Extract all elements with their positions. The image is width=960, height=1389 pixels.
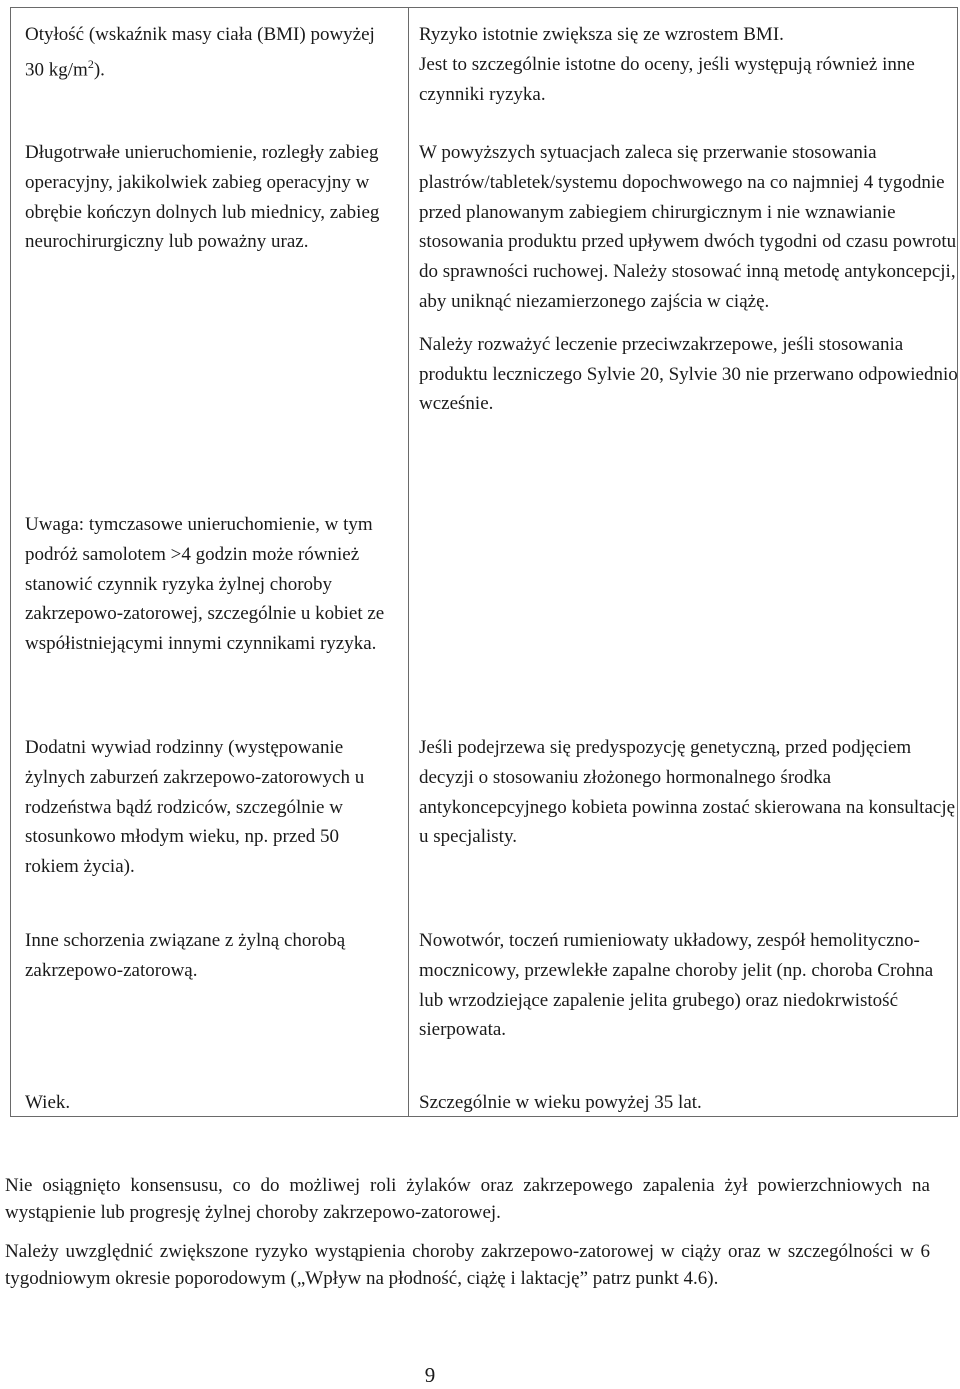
paragraph-varicose [5,1172,930,1226]
cell-immobilization [25,138,395,257]
obesity-text [25,20,395,85]
paragraph-varicose-text: Nie osiągnięto konsensusu, co do możliwej roli żylaków oraz zakrzepowego zapalenia żył powierzchniowych na wystąpienie lub progresję żylnej choroby zakrzepowo-zatorowej. [5,1175,930,1223]
cell-family-history [25,733,395,882]
family-history-comment: Jeśli podejrzewa się predyspozycję genetyczną, przed podjęciem decyzji o stosowaniu złożonego hormonalnego środka antykoncepcyjnego kobieta powinna zostać skierowana na konsultację u specjalisty. [419,737,956,848]
cell-obesity [25,20,395,85]
age-comment: Szczególnie w wieku powyżej 35 lat. [419,1092,702,1113]
family-history-text: Dodatni wywiad rodzinny (występowanie żylnych zaburzeń zakrzepowo-zatorowych u rodzeństwa bądź rodziców, szczególnie w stosunkowo młodym wieku, np. przed 50 rokiem życia). [25,737,365,878]
cell-note [25,510,395,659]
paragraph-pregnancy [5,1238,930,1292]
note-text: Uwaga: tymczasowe unieruchomienie, w tym podróż samolotem >4 godzin może również stanowić czynnik ryzyka żylnej choroby zakrzepowo-zatorowej, szczególnie u kobiet ze współistniejącymi innymi czynnikami ryzyka. [25,514,385,655]
immobilization-comment-2: Należy rozważyć leczenie przeciwzakrzepowe, jeśli stosowania produktu leczniczego Sylvie 20, Sylvie 30 nie przerwano odpowiednio wcześnie. [419,333,958,415]
immobilization-text: Długotrwałe unieruchomienie, rozległy zabieg operacyjny, jakikolwiek zabieg operacyjny w obrębie kończyn dolnych lub miednicy, zabieg neurochirurgiczny lub poważny uraz. [25,142,380,253]
cell-family-history-comment [419,733,959,852]
cell-other-conditions-comment [419,926,959,1045]
immobilization-comment-1: W powyższych sytuacjach zaleca się przerwanie stosowania plastrów/tabletek/systemu dopochwowego na co najmniej 4 tygodnie przed planowanym zabiegiem chirurgicznym i nie wznawianie stosowania produktu przed upływem dwóch tygodni od czasu powrotu do sprawności ruchowej. Należy stosować inną metodę antykoncepcji, aby uniknąć niezamierzonego zajścia w ciążę. [419,142,957,312]
obesity-end: ). [93,59,105,81]
risk-factors-table [10,7,958,1117]
cell-other-conditions [25,926,395,986]
age-text: Wiek. [25,1092,71,1113]
obesity-comment-1: Ryzyko istotnie zwiększa się ze wzrostem BMI. [419,24,784,45]
cell-age-comment [419,1088,959,1118]
obesity-comment-2: Jest to szczególnie istotne do oceny, jeśli występują również inne czynniki ryzyka. [419,53,915,105]
superscript: 2 [87,56,94,71]
paragraph-pregnancy-text: Należy uwzględnić zwiększone ryzyko wystąpienia choroby zakrzepowo-zatorowej w ciąży oraz w szczególności w 6 tygodniowym okresie poporodowym („Wpływ na płodność, ciążę i laktację” patrz punkt 4.6). [5,1241,930,1289]
cell-age [25,1088,395,1118]
page-number: 9 [424,1363,436,1387]
cell-obesity-comment [419,20,959,109]
cell-immobilization-comment [419,138,959,419]
other-conditions-text: Inne schorzenia związane z żylną chorobą zakrzepowo-zatorową. [25,930,346,981]
column-divider [408,8,409,1116]
other-conditions-comment: Nowotwór, toczeń rumieniowaty układowy, zespół hemolityczno-mocznicowy, przewlekłe zapalne choroby jelit (np. choroba Crohna lub wrzodziejące zapalenie jelita grubego) oraz niedokrwistość sierpowata. [419,930,934,1041]
obesity-label: Otyłość (wskaźnik masy ciała (BMI) powyżej 30 kg/m [25,24,375,81]
